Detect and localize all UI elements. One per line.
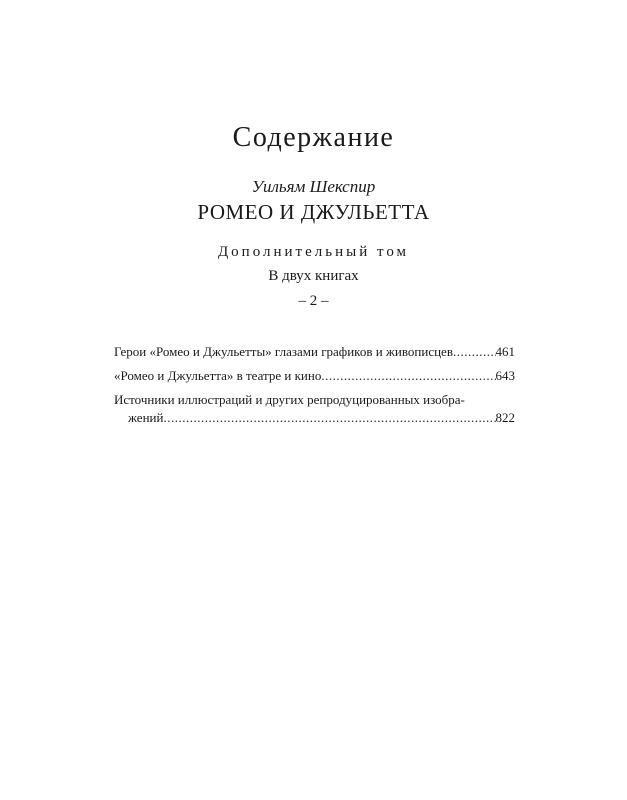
author-name: Уильям Шекспир [251, 177, 376, 196]
toc-entry[interactable] [114, 391, 515, 427]
page-title: Содержание [232, 122, 395, 153]
toc-entry-page: 461 [495, 344, 515, 359]
table-of-contents [114, 343, 515, 433]
toc-entry-page: 822 [495, 410, 515, 425]
volume-label: Дополнительный том [217, 244, 410, 260]
toc-entry[interactable] [114, 367, 515, 385]
dot-leader [453, 343, 496, 361]
dot-leader [321, 367, 495, 385]
toc-entry-title-continued: жений [128, 410, 164, 425]
work-title: РОМЕО И ДЖУЛЬЕТТА [197, 200, 430, 224]
toc-entry-page: 643 [495, 368, 515, 383]
books-label: В двух книгах [268, 268, 359, 284]
toc-entry[interactable] [114, 343, 515, 361]
book-number: – 2 – [298, 293, 329, 309]
toc-entry-title: Источники иллюстраций и других репродуцированных изобра- [114, 392, 465, 407]
dot-leader [163, 409, 495, 427]
toc-entry-title: «Ромео и Джульетта» в театре и кино [114, 368, 322, 383]
toc-entry-title: Герои «Ромео и Джульетты» глазами графиков и живописцев [114, 344, 453, 359]
